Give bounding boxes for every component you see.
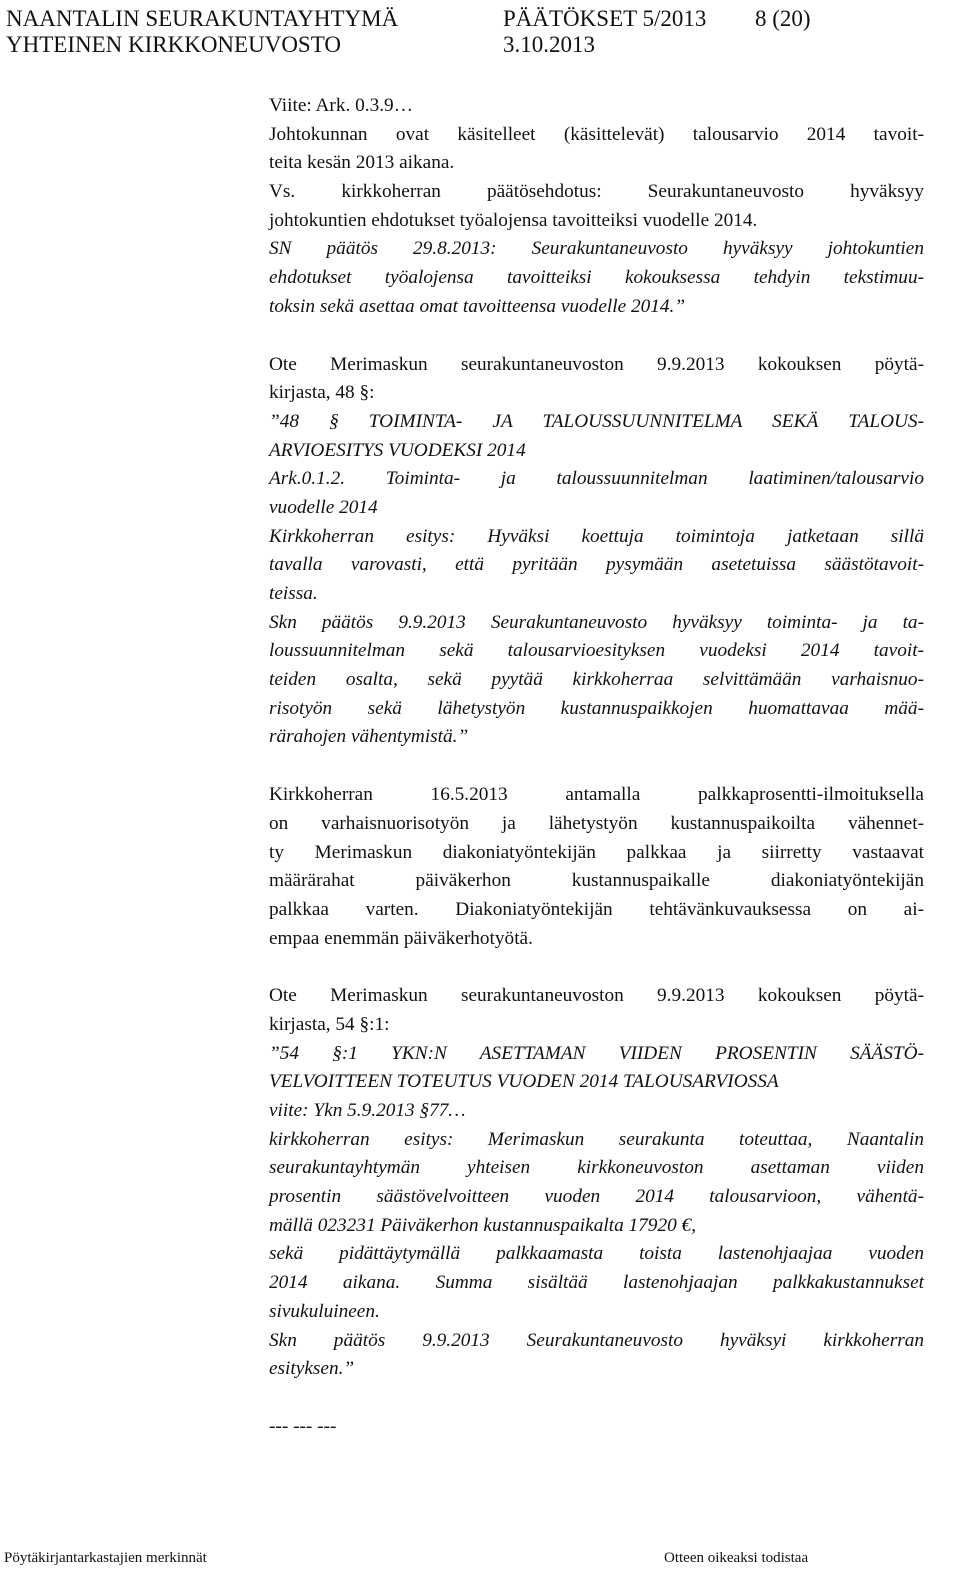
paragraph-spacer [269, 1384, 924, 1413]
text-line: teiden osalta, sekä pyytää kirkkoherraa selvittämään varhaisnuo- [269, 669, 924, 691]
text-line: Skn päätös 9.9.2013 Seurakuntaneuvosto hyväksyy toiminta- ja ta- [269, 611, 924, 633]
text-line: ehdotukset työalojensa tavoitteiksi kokouksessa tehdyin tekstimuu- [269, 267, 924, 289]
paragraph-spacer [269, 752, 924, 781]
text-line: rärahojen vähentymistä.” [269, 726, 469, 748]
text-line: kirjasta, 48 §: [269, 382, 375, 404]
text-line: ”54 §:1 YKN:N ASETTAMAN VIIDEN PROSENTIN SÄÄSTÖ- [269, 1042, 924, 1064]
header-body-name: YHTEINEN KIRKKONEUVOSTO [6, 32, 341, 57]
text-line: seurakuntayhtymän yhteisen kirkkoneuvoston asettaman viiden [269, 1157, 924, 1179]
paragraph-spacer [269, 322, 924, 351]
text-line: johtokuntien ehdotukset työalojensa tavoitteiksi vuodelle 2014. [269, 209, 758, 231]
text-line: teissa. [269, 583, 318, 604]
text-line: Kirkkoherran esitys: Hyväksi koettuja toimintoja jatketaan sillä [269, 525, 924, 547]
text-line: VELVOITTEEN TOTEUTUS VUODEN 2014 TALOUSARVIOSSA [269, 1071, 779, 1093]
text-line: sekä pidättäytymällä palkkaamasta toista lastenohjaajaa vuoden [269, 1243, 924, 1265]
text-line: vuodelle 2014 [269, 496, 378, 518]
text-line: ARVIOESITYS VUODEKSI 2014 [269, 439, 526, 461]
text-line: tavalla varovasti, että pyritään pysymään asetetuissa säästötavoit- [269, 554, 924, 576]
text-line: ”48 § TOIMINTA- JA TALOUSSUUNNITELMA SEKÄ TALOUS- [269, 410, 924, 432]
footer-certification: Otteen oikeaksi todistaa [664, 1550, 809, 1566]
text-line: SN päätös 29.8.2013: Seurakuntaneuvosto hyväksyy johtokuntien [269, 238, 924, 260]
text-line: on varhaisnuorisotyön ja lähetystyön kustannuspaikoilta vähennet- [269, 812, 924, 834]
text-line: Ote Merimaskun seurakuntaneuvoston 9.9.2013 kokouksen pöytä- [269, 985, 924, 1007]
text-line: Ark.0.1.2. Toiminta- ja taloussuunnitelman laatiminen/talousarvio [269, 468, 924, 490]
text-line: Ote Merimaskun seurakuntaneuvoston 9.9.2013 kokouksen pöytä- [269, 353, 924, 375]
text-line: määrärahat päiväkerhon kustannuspaikalle diakoniatyöntekijän [269, 870, 924, 892]
text-line: kirkkoherran esitys: Merimaskun seurakunta toteuttaa, Naantalin [269, 1128, 924, 1150]
text-line: empaa enemmän päiväkerhotyötä. [269, 927, 533, 949]
text-line: loussuunnitelman sekä talousarvioesityksen vuodeksi 2014 tavoit- [269, 640, 924, 662]
text-line: Viite: Ark. 0.3.9… [269, 95, 413, 116]
text-line: prosentin säästövelvoitteen vuoden 2014 talousarvioon, vähentä- [269, 1186, 924, 1208]
text-line: 2014 aikana. Summa sisältää lastenohjaajan palkkakustannukset [269, 1272, 924, 1294]
text-line: ty Merimaskun diakoniatyöntekijän palkkaa ja siirretty vastaavat [269, 841, 924, 863]
text-line: kirjasta, 54 §:1: [269, 1013, 390, 1035]
header-page-number: 8 (20) [755, 6, 811, 31]
header-organization: NAANTALIN SEURAKUNTAYHTYMÄ [6, 6, 399, 31]
text-line: viite: Ykn 5.9.2013 §77… [269, 1100, 466, 1121]
header-date: 3.10.2013 [503, 32, 595, 57]
footer-reviewers-notes: Pöytäkirjantarkastajien merkinnät [4, 1550, 207, 1566]
text-line: Vs. kirkkoherran päätösehdotus: Seurakuntaneuvosto hyväksyy [269, 181, 924, 203]
text-line: --- --- --- [269, 1415, 337, 1437]
text-line: toksin sekä asettaa omat tavoitteensa vuodelle 2014.” [269, 295, 686, 317]
text-line: Kirkkoherran 16.5.2013 antamalla palkkaprosentti-ilmoituksella [269, 784, 924, 806]
text-line: Johtokunnan ovat käsitelleet (käsittelevät) talousarvio 2014 tavoit- [269, 123, 924, 145]
paragraph-spacer [269, 953, 924, 982]
text-line: Skn päätös 9.9.2013 Seurakuntaneuvosto hyväksyi kirkkoherran [269, 1329, 924, 1351]
text-line: sivukuluineen. [269, 1300, 380, 1322]
text-line: risotyön sekä lähetystyön kustannuspaikkojen huomattavaa mää- [269, 697, 924, 719]
header-document-title: PÄÄTÖKSET 5/2013 [503, 6, 707, 31]
document-body [269, 92, 924, 1442]
text-line: esityksen.” [269, 1358, 355, 1380]
text-line: palkkaa varten. Diakoniatyöntekijän tehtävänkuvauksessa on ai- [269, 898, 924, 920]
text-line: teita kesän 2013 aikana. [269, 152, 455, 174]
text-line: mällä 023231 Päiväkerhon kustannuspaikalta 17920 €, [269, 1214, 697, 1236]
